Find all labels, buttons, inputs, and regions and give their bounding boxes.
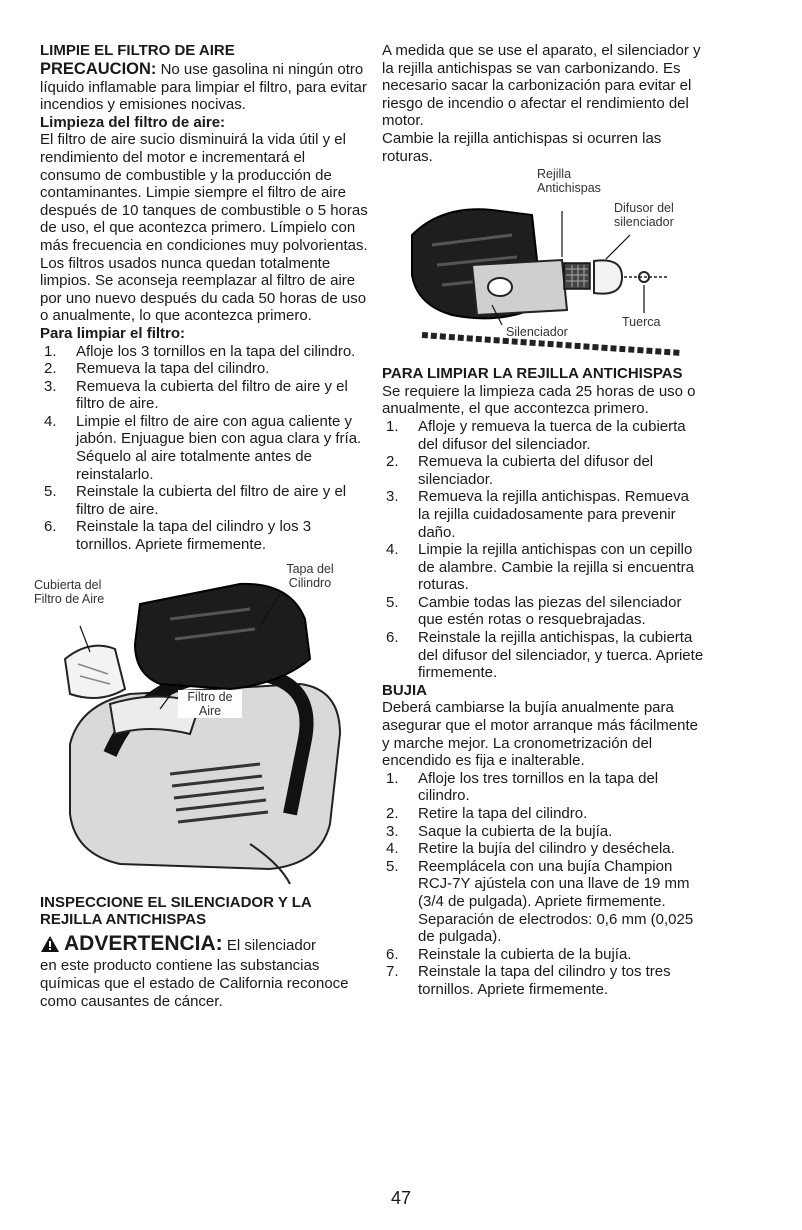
spark-plug-title: BUJIA bbox=[382, 681, 428, 699]
spark-screen-title: PARA LIMPIAR LA REJILLA ANTICHISPAS bbox=[382, 365, 683, 383]
list-item: 4. Retire la bujía del cilindro y deséchela. bbox=[386, 840, 675, 858]
label-cylinder-cap: Tapa del Cilindro bbox=[286, 561, 334, 590]
label-muffler-diffuser: Difusor del silenciador bbox=[614, 201, 674, 230]
label-air-filter-cover: Cubierta del Filtro de Aire bbox=[34, 577, 105, 606]
label-air-filter: Filtro de Aire bbox=[178, 690, 242, 718]
spark-screen-steps bbox=[382, 418, 704, 682]
list-item: 4. Limpie la rejilla antichispas con un cepillo de alambre. Cambie la rejilla si encuentra roturas. bbox=[386, 541, 694, 594]
muffler-intro-2: Cambie la rejilla antichispas si ocurren las roturas. bbox=[382, 129, 662, 165]
list-item: 5. Reemplácela con una bujía Champion RCJ-7Y ajústela con una llave de 19 mm (3/4 de pulgada). Apriete firmemente. Separación de electrodos: 0,6 mm (0,025 de pulgada). bbox=[386, 857, 694, 946]
warning-lead: El silenciador bbox=[222, 936, 317, 954]
spark-plug-steps bbox=[382, 770, 704, 999]
page-number: 47 bbox=[390, 1188, 412, 1208]
warning-triangle-icon bbox=[40, 935, 60, 958]
spark-screen-body: Se requiere la limpieza cada 25 horas de uso o anualmente, el que accontezca primero. bbox=[382, 382, 696, 418]
list-item: 3. Remueva la cubierta del filtro de aire y el filtro de aire. bbox=[44, 377, 348, 413]
list-item: 2. Retire la tapa del cilindro. bbox=[386, 805, 588, 822]
label-muffler: Silenciador bbox=[506, 325, 568, 340]
warning-text: en este producto contiene las substancias químicas que el estado de California reconoce como causantes de cáncer. bbox=[40, 957, 349, 1010]
list-item: 1. Afloje los 3 tornillos en la tapa del cilindro. bbox=[44, 342, 356, 360]
list-item: 3. Remueva la rejilla antichispas. Remueva la rejilla cuidadosamente para prevenir daño. bbox=[386, 488, 689, 541]
muffler-figure bbox=[382, 165, 704, 361]
list-item: 6. Reinstale la rejilla antichispas, la cubierta del difusor del silenciador, y tuerca. Apriete firmemente. bbox=[386, 629, 704, 682]
air-filter-steps bbox=[40, 343, 368, 554]
air-filter-figure bbox=[34, 561, 368, 886]
muffler-intro: A medida que se use el aparato, el silenciador y la rejilla antichispas se van carbonizando. Es necesario sacar la carbonización para evitar el riesgo de incendio o afectar el rendimiento del motor. bbox=[382, 42, 701, 130]
list-item: 4. Limpie el filtro de aire con agua caliente y jabón. Enjuague bien con agua clara y fría. Séquelo al aire totalmente antes de reinstalarlo. bbox=[44, 412, 362, 483]
label-nut: Tuerca bbox=[622, 315, 661, 330]
air-filter-title: LIMPIE EL FILTRO DE AIRE bbox=[40, 42, 235, 59]
caution-text: No use gasolina ni ningún otro líquido inflamable para limpiar el filtro, para evitar incendios y emisiones nocivas. bbox=[40, 60, 367, 114]
air-filter-body: El filtro de aire sucio disminuirá la vida útil y el rendimiento del motor e incrementará el consumo de combustible y la producción de contaminantes. Limpie siempre el filtro de aire después de 10 tanques de combustible o 5 horas de uso, el que acontezca primero. Límpielo con más frecuencia en condiciones muy polvorientas. Los filtros usados nunca quedan totalmente limpios. Se aconseja reemplazar al filtro de aire por uno nuevo después du cada 50 horas de uso o anualmente, lo que acontezca primero. bbox=[40, 131, 368, 325]
list-item: 6. Reinstale la tapa del cilindro y los 3 tornillos. Apriete firmemente. bbox=[44, 518, 312, 554]
air-filter-subtitle-steps: Para limpiar el filtro: bbox=[40, 324, 186, 342]
list-item: 3. Saque la cubierta de la bujía. bbox=[386, 822, 613, 840]
right-column bbox=[382, 42, 704, 999]
caution-label: PRECAUCION: bbox=[40, 59, 157, 78]
list-item: 2. Remueva la tapa del cilindro. bbox=[44, 360, 270, 378]
warning-label: ADVERTENCIA: bbox=[64, 931, 223, 955]
muffler-section-title: INSPECCIONE EL SILENCIADOR Y LA REJILLA ANTICHISPAS bbox=[40, 893, 312, 929]
list-item: 5. Reinstale la cubierta del filtro de aire y el filtro de aire. bbox=[44, 483, 347, 518]
list-item: 6. Reinstale la cubierta de la bujía. bbox=[386, 945, 632, 963]
chainsaw-air-filter-illustration bbox=[40, 561, 368, 886]
left-column bbox=[34, 42, 368, 1010]
list-item: 1. Afloje y remueva la tuerca de la cubierta del difusor del silenciador. bbox=[386, 417, 686, 453]
spark-plug-body: Deberá cambiarse la bujía anualmente para asegurar que el motor arranque más fácilmente y marche mejor. La cronometrización del encendido es fija e inalterable. bbox=[382, 699, 698, 770]
list-item: 1. Afloje los tres tornillos en la tapa del cilindro. bbox=[386, 769, 659, 805]
list-item: 5. Cambie todas las piezas del silenciador que estén rotas o resquebrajadas. bbox=[386, 593, 682, 629]
air-filter-subtitle-cleaning: Limpieza del filtro de aire: bbox=[40, 113, 226, 131]
warning-line bbox=[40, 931, 368, 958]
caution-paragraph bbox=[40, 60, 368, 114]
list-item: 7. Reinstale la tapa del cilindro y tos tres tornillos. Apriete firmemente. bbox=[386, 963, 671, 998]
list-item: 2. Remueva la cubierta del difusor del silenciador. bbox=[386, 453, 654, 488]
label-spark-screen: Rejilla Antichispas bbox=[537, 167, 601, 196]
